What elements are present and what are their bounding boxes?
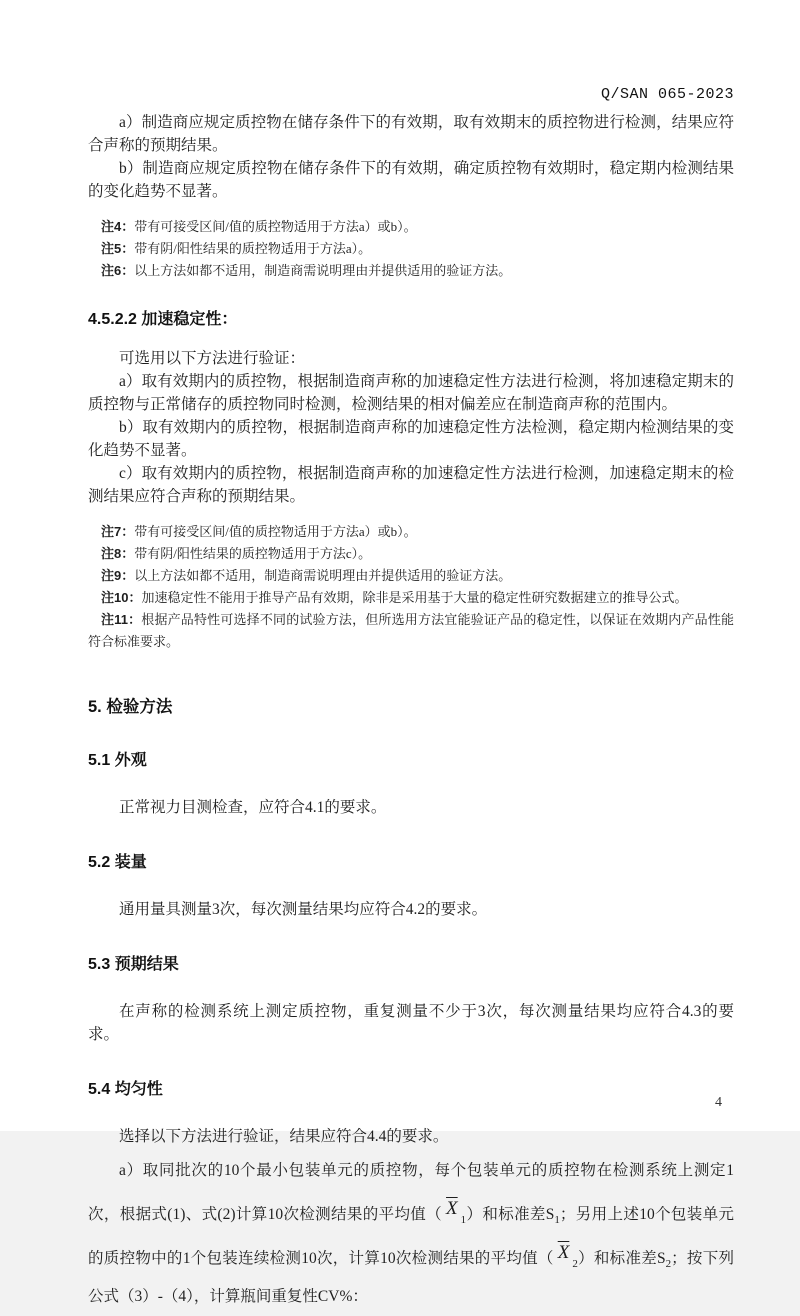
text-segment: ；按下列公式（3）-（4），计算瓶间重复性CV%： [88,1250,734,1305]
note-item-9 [88,565,734,587]
note-text: 带有阴/阳性结果的质控物适用于方法c）。 [134,546,372,561]
note-label: 注9： [101,568,135,583]
notes-list-4522 [88,521,734,653]
section-heading-5: 5. 检验方法 [88,698,173,716]
note-text: 带有可接受区间/值的质控物适用于方法a）或b）。 [134,524,417,539]
xbar-2-symbol: $\overline{X}$ [557,1242,570,1263]
page-number: 4 [715,1095,722,1110]
body-paragraph-52: 通用量具测量3次，每次测量结果均应符合4.2的要求。 [119,901,488,918]
body-paragraph-4522-c: c）取有效期内的质控物，根据制造商声称的加速稳定性方法进行检测，加速稳定期末的检测结果应符合声称的预期结果。 [88,465,734,505]
body-paragraph-51: 正常视力目测检查，应符合4.1的要求。 [119,799,387,816]
body-paragraph-45-a: a）制造商应规定质控物在储存条件下的有效期，取有效期末的质控物进行检测，结果应符合声称的预期结果。 [88,114,734,154]
text-segment: a）取同批次的10个最小包装单元的质控物，每个包装单元的质控物在检测系统上测定1次，根据式(1)、式(2)计算10次检测结果的平均值（ [88,1162,734,1223]
note-label: 注11： [101,612,142,627]
note-text: 根据产品特性可选择不同的试验方法，但所选用方法宜能验证产品的稳定性，以保证在效期内产品性能符合标准要求。 [88,612,734,649]
xbar-1-symbol: $\overline{X}$ [446,1198,458,1219]
note-item-11 [88,609,734,653]
note-text: 带有可接受区间/值的质控物适用于方法a）或b）。 [134,219,417,234]
note-label: 注6： [101,263,135,278]
note-label: 注5： [101,241,135,256]
note-text: 带有阴/阳性结果的质控物适用于方法a）。 [134,241,372,256]
section-heading-52: 5.2 装量 [88,854,147,871]
body-paragraph-45-b: b）制造商应规定质控物在储存条件下的有效期，确定质控物有效期时，稳定期内检测结果的变化趋势不显著。 [88,160,734,200]
section-heading-51: 5.1 外观 [88,752,147,769]
note-label: 注10： [101,590,142,605]
note-text: 以上方法如都不适用，制造商需说明理由并提供适用的验证方法。 [134,263,512,278]
note-label: 注8： [101,546,135,561]
text-segment: ；另用上述10个包装单元的质控物中的1个包装连续检测10次，计算10次检测结果的平均值（ [88,1206,735,1267]
body-paragraph-4522-b: b）取有效期内的质控物，根据制造商声称的加速稳定性方法检测，稳定期内检测结果的变化趋势不显著。 [88,419,734,459]
s1-subscript: 1 [554,1214,560,1227]
text-segment: ）和标准差S [466,1206,555,1223]
standard-number: Q/SAN 065-2023 [600,86,734,103]
note-item-10 [88,587,734,609]
page-header [88,86,734,103]
note-item-4 [88,216,734,238]
note-label: 注4： [101,219,135,234]
s2-subscript: 2 [665,1258,672,1271]
section-heading-53: 5.3 预期结果 [88,956,179,973]
note-item-5 [88,238,734,260]
intro-paragraph-54: 选择以下方法进行验证，结果应符合4.4的要求。 [119,1128,449,1145]
body-paragraph-54-method-a [88,1152,734,1316]
body-paragraph-53: 在声称的检测系统上测定质控物，重复测量不少于3次，每次测量结果均应符合4.3的要求。 [88,1003,734,1043]
body-paragraph-4522-a: a）取有效期内的质控物，根据制造商声称的加速稳定性方法进行检测，将加速稳定期末的质控物与正常储存的质控物同时检测，检测结果的相对偏差应在制造商声称的范围内。 [88,373,734,413]
intro-paragraph-4522: 可选用以下方法进行验证： [119,350,306,367]
xbar-1-subscript: 1 [460,1214,467,1227]
xbar-2-subscript: 2 [572,1258,578,1271]
note-item-7 [88,521,734,543]
section-heading-4522: 4.5.2.2 加速稳定性： [88,311,238,328]
note-text: 加速稳定性不能用于推导产品有效期，除非是采用基于大量的稳定性研究数据建立的推导公式。 [141,590,688,605]
note-label: 注7： [101,524,135,539]
text-segment: ）和标准差S [577,1250,666,1267]
note-item-8 [88,543,734,565]
note-text: 以上方法如都不适用，制造商需说明理由并提供适用的验证方法。 [134,568,512,583]
section-heading-54: 5.4 均匀性 [88,1081,163,1098]
note-item-6 [88,260,734,282]
notes-list-45 [88,216,734,282]
